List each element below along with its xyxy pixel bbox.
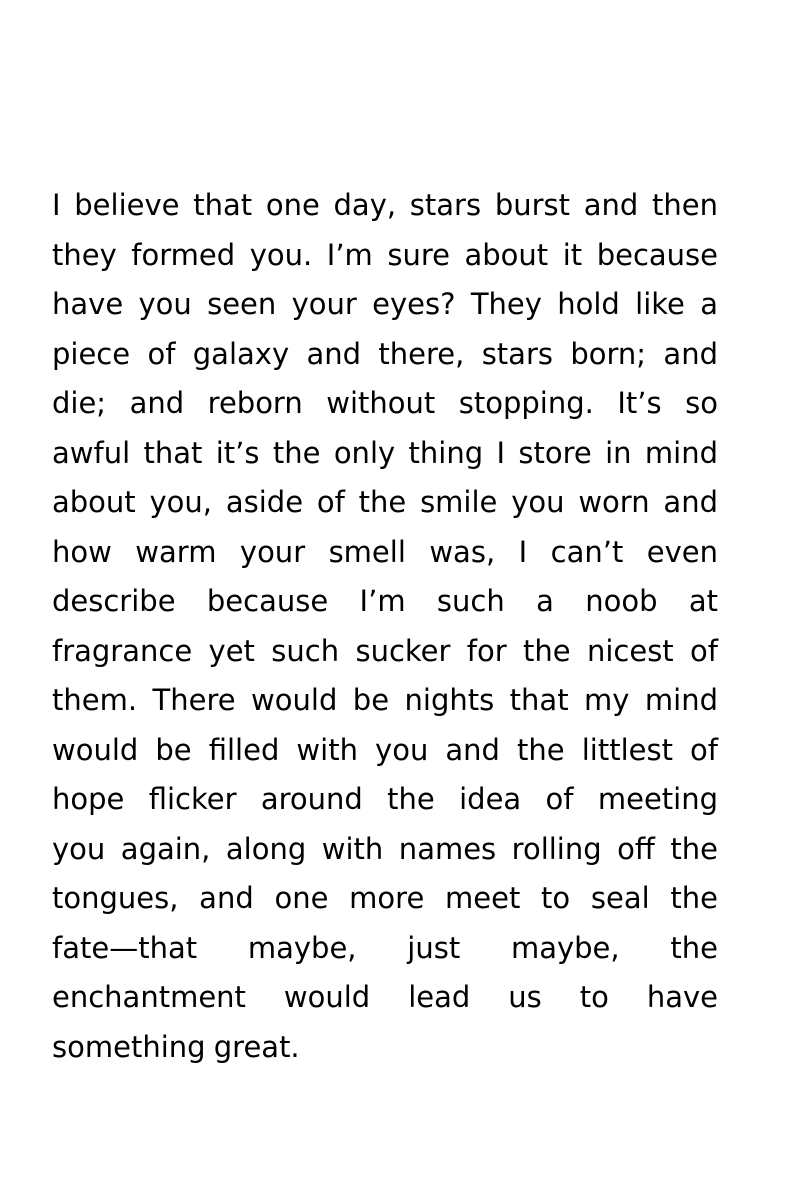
paragraph-line: fragrance yet such sucker for the nicest of — [52, 633, 718, 668]
paragraph-line: piece of galaxy and there, stars born; and — [52, 336, 718, 371]
paragraph-line: hope flicker around the idea of meeting — [52, 782, 718, 816]
paragraph-line: how warm your smell was, I can’t even — [52, 534, 718, 569]
paragraph-line: fate—that maybe, just maybe, the — [52, 930, 718, 965]
body-paragraph — [52, 181, 718, 1072]
paragraph-line: they formed you. I’m sure about it because — [52, 237, 718, 272]
paragraph-line: describe because I’m such a noob at — [52, 584, 718, 618]
paragraph-line: something great. — [52, 1029, 300, 1064]
paragraph-line: you again, along with names rolling off the — [52, 831, 718, 866]
paragraph-line: I believe that one day, stars burst and then — [52, 188, 718, 222]
paragraph-line: die; and reborn without stopping. It’s so — [52, 386, 718, 420]
paragraph-line: awful that it’s the only thing I store in mind — [52, 435, 718, 470]
paragraph-line: about you, aside of the smile you worn and — [52, 485, 718, 519]
paragraph-line: enchantment would lead us to have — [52, 980, 718, 1014]
paragraph-line: would be filled with you and the littlest of — [52, 732, 718, 767]
paragraph-line: them. There would be nights that my mind — [52, 683, 718, 717]
paragraph-line: tongues, and one more meet to seal the — [52, 881, 718, 915]
paragraph-line: have you seen your eyes? They hold like a — [52, 287, 718, 321]
